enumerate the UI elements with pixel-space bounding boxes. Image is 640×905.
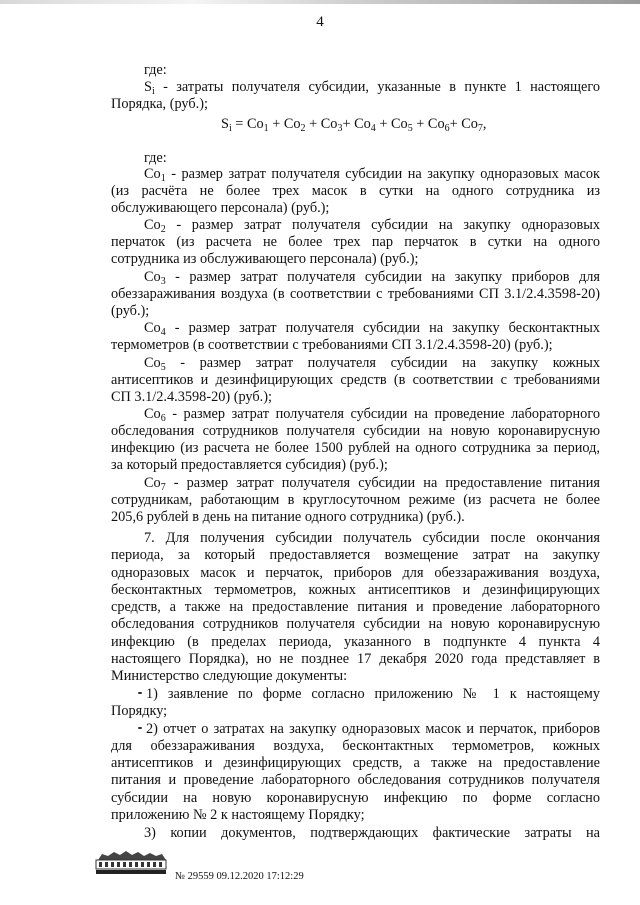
co5-line-3: СП 3.1/2.4.3598-20) (руб.); <box>111 389 272 405</box>
co3-line-1: $Co_3$ - размер затрат получателя субсидии на закупку приборов для <box>144 269 600 287</box>
co7-line-3: 205,6 рублей в день на питание одного сотрудника) (руб.). <box>111 509 465 525</box>
doc2-line-5: субсидии на новую коронавирусную инфекцию по форме согласно <box>111 790 600 806</box>
co4-line-2: термометров (в соответствии с требованиями СП 3.1/2.4.3598-20) (руб.); <box>111 337 553 353</box>
co7-line-2: сотрудникам, работающим в круглосуточном режиме (из расчета не более <box>111 492 600 508</box>
scan-top-edge <box>0 0 640 4</box>
co7-line-1: $Co_7$ - размер затрат получателя субсидии на предоставление питания <box>144 475 600 493</box>
doc2-line-4: питания и проведение лабораторного обследования сотрудников получателя <box>111 772 600 788</box>
co3-line-3: (руб.); <box>111 303 150 319</box>
s-definition-line: $S_i$ - затраты получателя субсидии, указанные в пункте 1 настоящего <box>144 79 600 97</box>
co1-line-1: $Co_1$ - размер затрат получателя субсидии на закупку одноразовых масок <box>144 166 600 184</box>
scan-mark <box>138 727 142 729</box>
co1-line-3: обслуживающего персонала) (руб.); <box>111 200 330 216</box>
p7-line-8: настоящего Порядка), но не позднее 17 декабря 2020 года представляет в <box>111 651 600 667</box>
co5-line-1: $Co_5$ - размер затрат получателя субсидии на закупку кожных <box>144 355 600 373</box>
where-label: где: <box>144 62 167 78</box>
doc2-line-3: антисептиков и дезинфицирующих средств, а также на предоставление <box>111 755 600 771</box>
co2-line-2: перчаток (из расчета не более трех пар перчаток в сутки на одного <box>111 234 600 250</box>
s-definition-line-2: Порядка, (руб.); <box>111 96 208 112</box>
co3-line-2: обеззараживания воздуха (в соответствии с требованиями СП 3.1/2.4.3598-20) <box>111 286 600 302</box>
p7-line-1: 7. Для получения субсидии получатель субсидии после окончания <box>144 530 600 546</box>
co1-line-2: (из расчёта не более трех масок в сутки на одного сотрудника из <box>111 183 600 199</box>
co6-line-3: инфекцию (из расчета не более 1500 рублей на одного сотрудника за период, <box>111 440 600 456</box>
formula: $S_i = Co_1 + Co_2 + Co_3+ Co_4 + Co_5 + Co_6+ Co_7$, <box>221 116 487 134</box>
registry-stamp-icon <box>92 846 170 876</box>
co4-line-1: $Co_4$ - размер затрат получателя субсидии на закупку бесконтактных <box>144 320 600 338</box>
doc2-line-1: 2) отчет о затратах на закупку одноразовых масок и перчаток, приборов <box>146 721 600 737</box>
co2-line-1: $Co_2$ - размер затрат получателя субсидии на закупку одноразовых <box>144 217 600 235</box>
doc1-line-2: Порядку; <box>111 703 168 719</box>
p7-line-5: средств, а также на предоставление питания и проведение лабораторного <box>111 599 600 615</box>
p7-line-3: одноразовых масок и перчаток, приборов для обеззараживания воздуха, <box>111 565 600 581</box>
p7-line-6: обследования сотрудников получателя субсидии на новую коронавирусную <box>111 616 600 632</box>
p7-line-4: бесконтактных термометров, кожных антисептиков и дезинфицирующих <box>111 582 600 598</box>
p7-line-9: Министерство следующие документы: <box>111 668 348 684</box>
where-label-2: где: <box>144 150 167 166</box>
doc2-line-6: приложению № 2 к настоящему Порядку; <box>111 807 365 823</box>
p7-line-2: периода, за который предоставляется возмещение затрат на закупку <box>111 547 600 563</box>
doc3-line-1: 3) копии документов, подтверждающих фактические затраты на <box>144 825 600 841</box>
co2-line-3: сотрудника из обслуживающего персонала) (руб.); <box>111 251 419 267</box>
doc2-line-2: для обеззараживания воздуха, бесконтактных термометров, кожных <box>111 738 600 754</box>
p7-line-7: инфекцию (в пределах периода, указанного в подпункте 4 пункта 4 <box>111 634 600 650</box>
co6-line-4: за который предоставляется субсидия) (руб.); <box>111 457 388 473</box>
registration-number: № 29559 09.12.2020 17:12:29 <box>175 871 304 882</box>
co5-line-2: антисептиков и дезинфицирующих средств (в соответствии с требованиями <box>111 372 600 388</box>
co6-line-2: обследования сотрудников получателя субсидии на новую коронавирусную <box>111 423 600 439</box>
scan-mark <box>138 692 142 694</box>
doc1-line-1: 1) заявление по форме согласно приложению № 1 к настоящему <box>146 686 600 702</box>
page-number: 4 <box>316 14 324 30</box>
co6-line-1: $Co_6$ - размер затрат получателя субсидии на проведение лабораторного <box>144 406 600 424</box>
